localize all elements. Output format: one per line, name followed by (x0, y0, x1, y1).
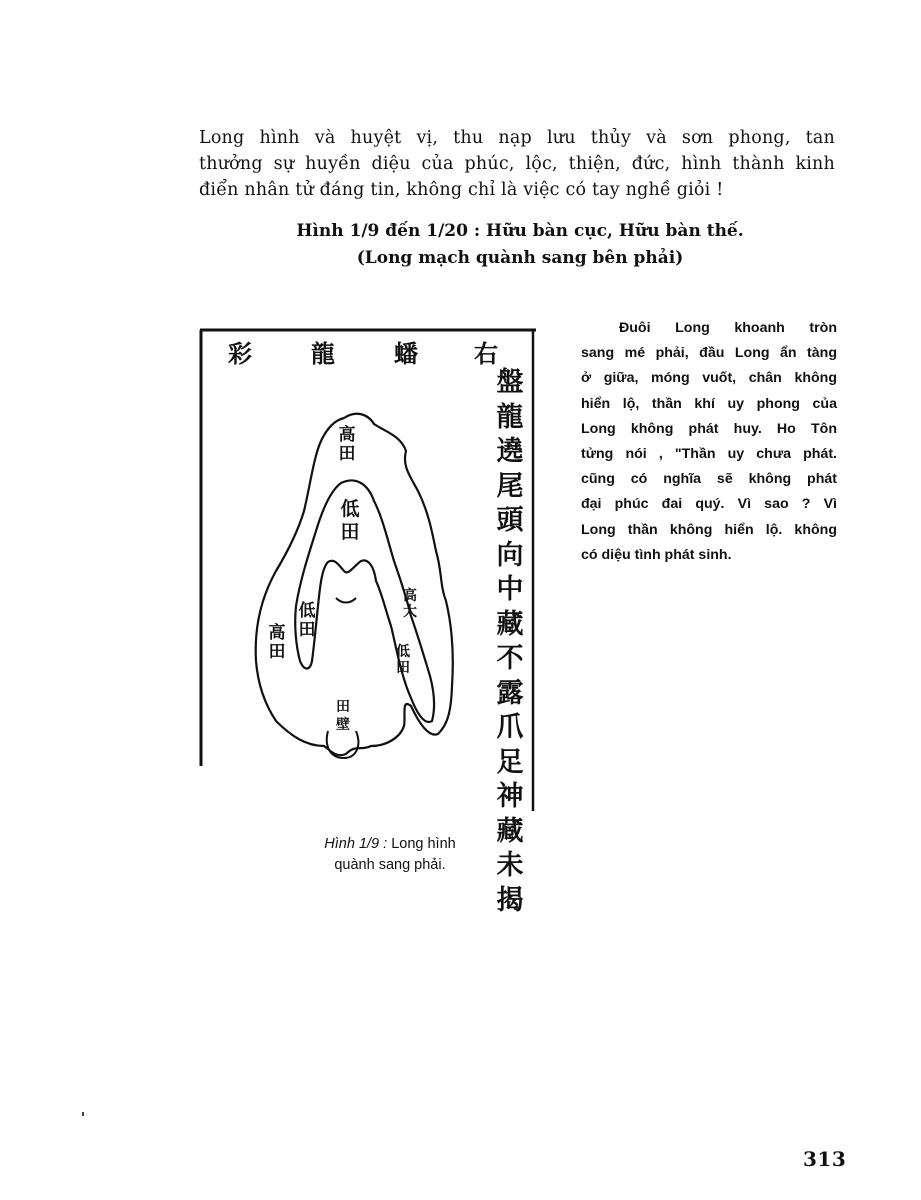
label-top-high-field (336, 426, 358, 464)
section-heading (230, 218, 810, 272)
vertical-char: 揭 (496, 884, 524, 916)
label-char: 高 (403, 588, 417, 604)
figure-title-char: 龍 (311, 340, 337, 368)
label-right-low-field (392, 644, 414, 676)
figure-title-char: 彩 (228, 340, 254, 368)
side-paragraph (581, 316, 837, 568)
diagram-outline-icon (196, 326, 541, 816)
scan-speck (82, 1112, 84, 1116)
label-char: 低 (340, 498, 360, 520)
vertical-char: 露 (496, 677, 524, 709)
label-right-high-field (399, 588, 421, 620)
side-line: hiển lộ, thần khí uy phong của (581, 395, 837, 412)
vertical-char: 藏 (496, 608, 524, 640)
vertical-char: 中 (496, 574, 524, 605)
page-number: 313 (803, 1147, 847, 1171)
figure-title-char: 右 (474, 340, 500, 368)
caption-text-1: Long hình (391, 836, 456, 852)
label-char: 田 (298, 620, 316, 640)
vertical-char: 爪 (496, 712, 524, 743)
label-left-high-field (266, 624, 288, 662)
vertical-char: 不 (496, 643, 524, 674)
intro-line: điển nhân tử đáng tin, không chỉ là việc có tay nghề giỏi ! (199, 180, 724, 200)
figure-caption (290, 834, 490, 876)
label-char: 高 (268, 623, 286, 643)
intro-paragraph (199, 125, 835, 203)
vertical-char: 頭 (496, 505, 524, 536)
figure-title (226, 334, 500, 368)
vertical-char: 藏 (496, 815, 524, 847)
side-line: sang mé phải, đầu Long ẩn tàng (581, 345, 837, 362)
caption-label: Hình 1/9 : (324, 836, 388, 852)
vertical-char: 向 (496, 539, 524, 571)
label-char: 低 (298, 601, 316, 621)
label-char: 田 (338, 444, 356, 464)
figure-vertical-caption (493, 366, 527, 916)
side-line: cũng có nghĩa sẽ không phát (581, 471, 837, 488)
side-line: đại phúc đai quý. Vì sao ? Vì (581, 496, 837, 513)
vertical-char: 尾 (496, 470, 524, 502)
figure-title-char: 蟠 (394, 340, 420, 368)
intro-line: thưởng sự huyền diệu của phúc, lộc, thiện, đức, hình thành kinh (199, 154, 835, 174)
vertical-char: 龍 (496, 401, 524, 433)
heading-line-2: (Long mạch quành sang bên phải) (356, 248, 684, 268)
label-char: 壁 (336, 717, 350, 733)
side-line: ở giữa, móng vuốt, chân không (581, 370, 837, 387)
vertical-char: 未 (496, 850, 524, 881)
label-left-low-field (296, 602, 318, 640)
heading-line-1: Hình 1/9 đến 1/20 : Hữu bàn cục, Hữu bàn thế. (296, 221, 744, 241)
label-char: 低 (396, 644, 410, 660)
vertical-char: 盤 (496, 367, 524, 398)
label-char: 田 (336, 699, 350, 715)
label-char: 田 (340, 521, 360, 543)
vertical-char: 神 (496, 781, 524, 812)
label-char: 田 (396, 660, 410, 676)
side-line: tửng nói , "Thần uy chưa phát. (581, 446, 837, 463)
side-line: Long thần không hiển lộ. không (581, 521, 837, 538)
label-center-low-field (338, 498, 362, 544)
vertical-char: 遶 (496, 436, 524, 467)
label-bottom (332, 698, 354, 734)
side-line: có diệu tình phát sinh. (581, 546, 732, 563)
intro-line: Long hình và huyệt vị, thu nạp lưu thủy và sơn phong, tan (199, 128, 835, 148)
side-line: Long không phát huy. Ho Tôn (581, 420, 837, 437)
label-char: 高 (338, 425, 356, 445)
label-char: 田 (268, 642, 286, 662)
vertical-char: 足 (496, 746, 524, 778)
side-line: Đuôi Long khoanh tròn (619, 320, 837, 336)
caption-text-2: quành sang phải. (334, 857, 446, 873)
label-char: 大 (403, 604, 417, 620)
